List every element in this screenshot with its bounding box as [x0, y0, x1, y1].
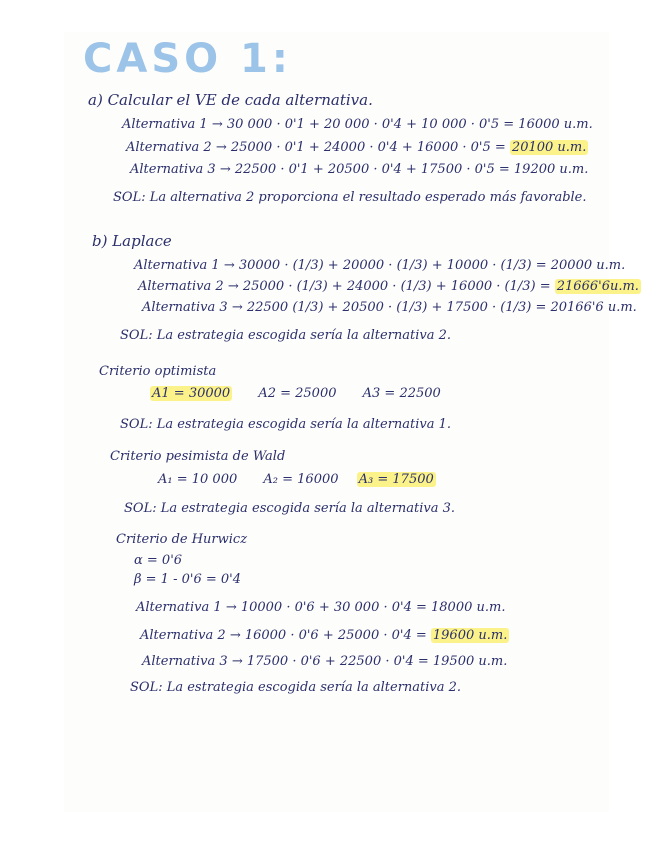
- section-b-header: b) Laplace: [92, 232, 172, 250]
- a-line-2: Alternativa 2 → 25000 · 0'1 + 24000 · 0'4 + 16000 · 0'5 = 20100 u.m.: [126, 140, 587, 155]
- highlight: 21666'6u.m.: [556, 279, 639, 294]
- hurwicz-line-3: Alternativa 3 → 17500 · 0'6 + 22500 · 0'4 = 19500 u.m.: [142, 654, 508, 669]
- wald-solution: SOL: La estrategia escogida sería la alternativa 3.: [124, 501, 456, 516]
- b-solution: SOL: La estrategia escogida sería la alternativa 2.: [120, 328, 452, 343]
- optimista-values: [150, 386, 441, 402]
- hurwicz-alpha: α = 0'6: [134, 553, 183, 568]
- page-title: CASO 1:: [83, 36, 292, 82]
- a-solution: SOL: La alternativa 2 proporciona el resultado esperado más favorable.: [113, 190, 587, 205]
- optimista-a3: A3 = 22500: [362, 386, 441, 401]
- b-line-1: Alternativa 1 → 30000 · (1/3) + 20000 · (1/3) + 10000 · (1/3) = 20000 u.m.: [134, 258, 626, 273]
- section-a-header: a) Calcular el VE de cada alternativa.: [88, 91, 373, 109]
- a-line-3: Alternativa 3 → 22500 · 0'1 + 20500 · 0'4 + 17500 · 0'5 = 19200 u.m.: [130, 162, 589, 177]
- hurwicz-line-1: Alternativa 1 → 10000 · 0'6 + 30 000 · 0'4 = 18000 u.m.: [136, 600, 506, 615]
- optimista-solution: SOL: La estrategia escogida sería la alternativa 1.: [120, 417, 452, 432]
- optimista-header: Criterio optimista: [99, 364, 217, 379]
- hurwicz-line-2: Alternativa 2 → 16000 · 0'6 + 25000 · 0'4 = 19600 u.m.: [140, 628, 508, 643]
- wald-values: [158, 472, 436, 488]
- wald-header: Criterio pesimista de Wald: [110, 449, 286, 464]
- highlight: 19600 u.m.: [432, 628, 508, 643]
- optimista-a1: A1 = 30000: [152, 386, 231, 401]
- wald-a1: A₁ = 10 000: [158, 472, 238, 487]
- hurwicz-beta: β = 1 - 0'6 = 0'4: [134, 572, 241, 587]
- wald-a3: A₃ = 17500: [358, 472, 434, 487]
- hurwicz-solution: SOL: La estrategia escogida sería la alternativa 2.: [130, 680, 462, 695]
- b-line-3: Alternativa 3 → 22500 (1/3) + 20500 · (1/3) + 17500 · (1/3) = 20166'6 u.m.: [142, 300, 637, 315]
- optimista-a2: A2 = 25000: [258, 386, 337, 401]
- a-line-1: Alternativa 1 → 30 000 · 0'1 + 20 000 · 0'4 + 10 000 · 0'5 = 16000 u.m.: [122, 117, 593, 132]
- wald-a2: A₂ = 16000: [263, 472, 339, 487]
- highlight: 20100 u.m.: [511, 140, 587, 155]
- hurwicz-header: Criterio de Hurwicz: [116, 532, 248, 547]
- b-line-2: Alternativa 2 → 25000 · (1/3) + 24000 · (1/3) + 16000 · (1/3) = 21666'6u.m.: [138, 279, 639, 294]
